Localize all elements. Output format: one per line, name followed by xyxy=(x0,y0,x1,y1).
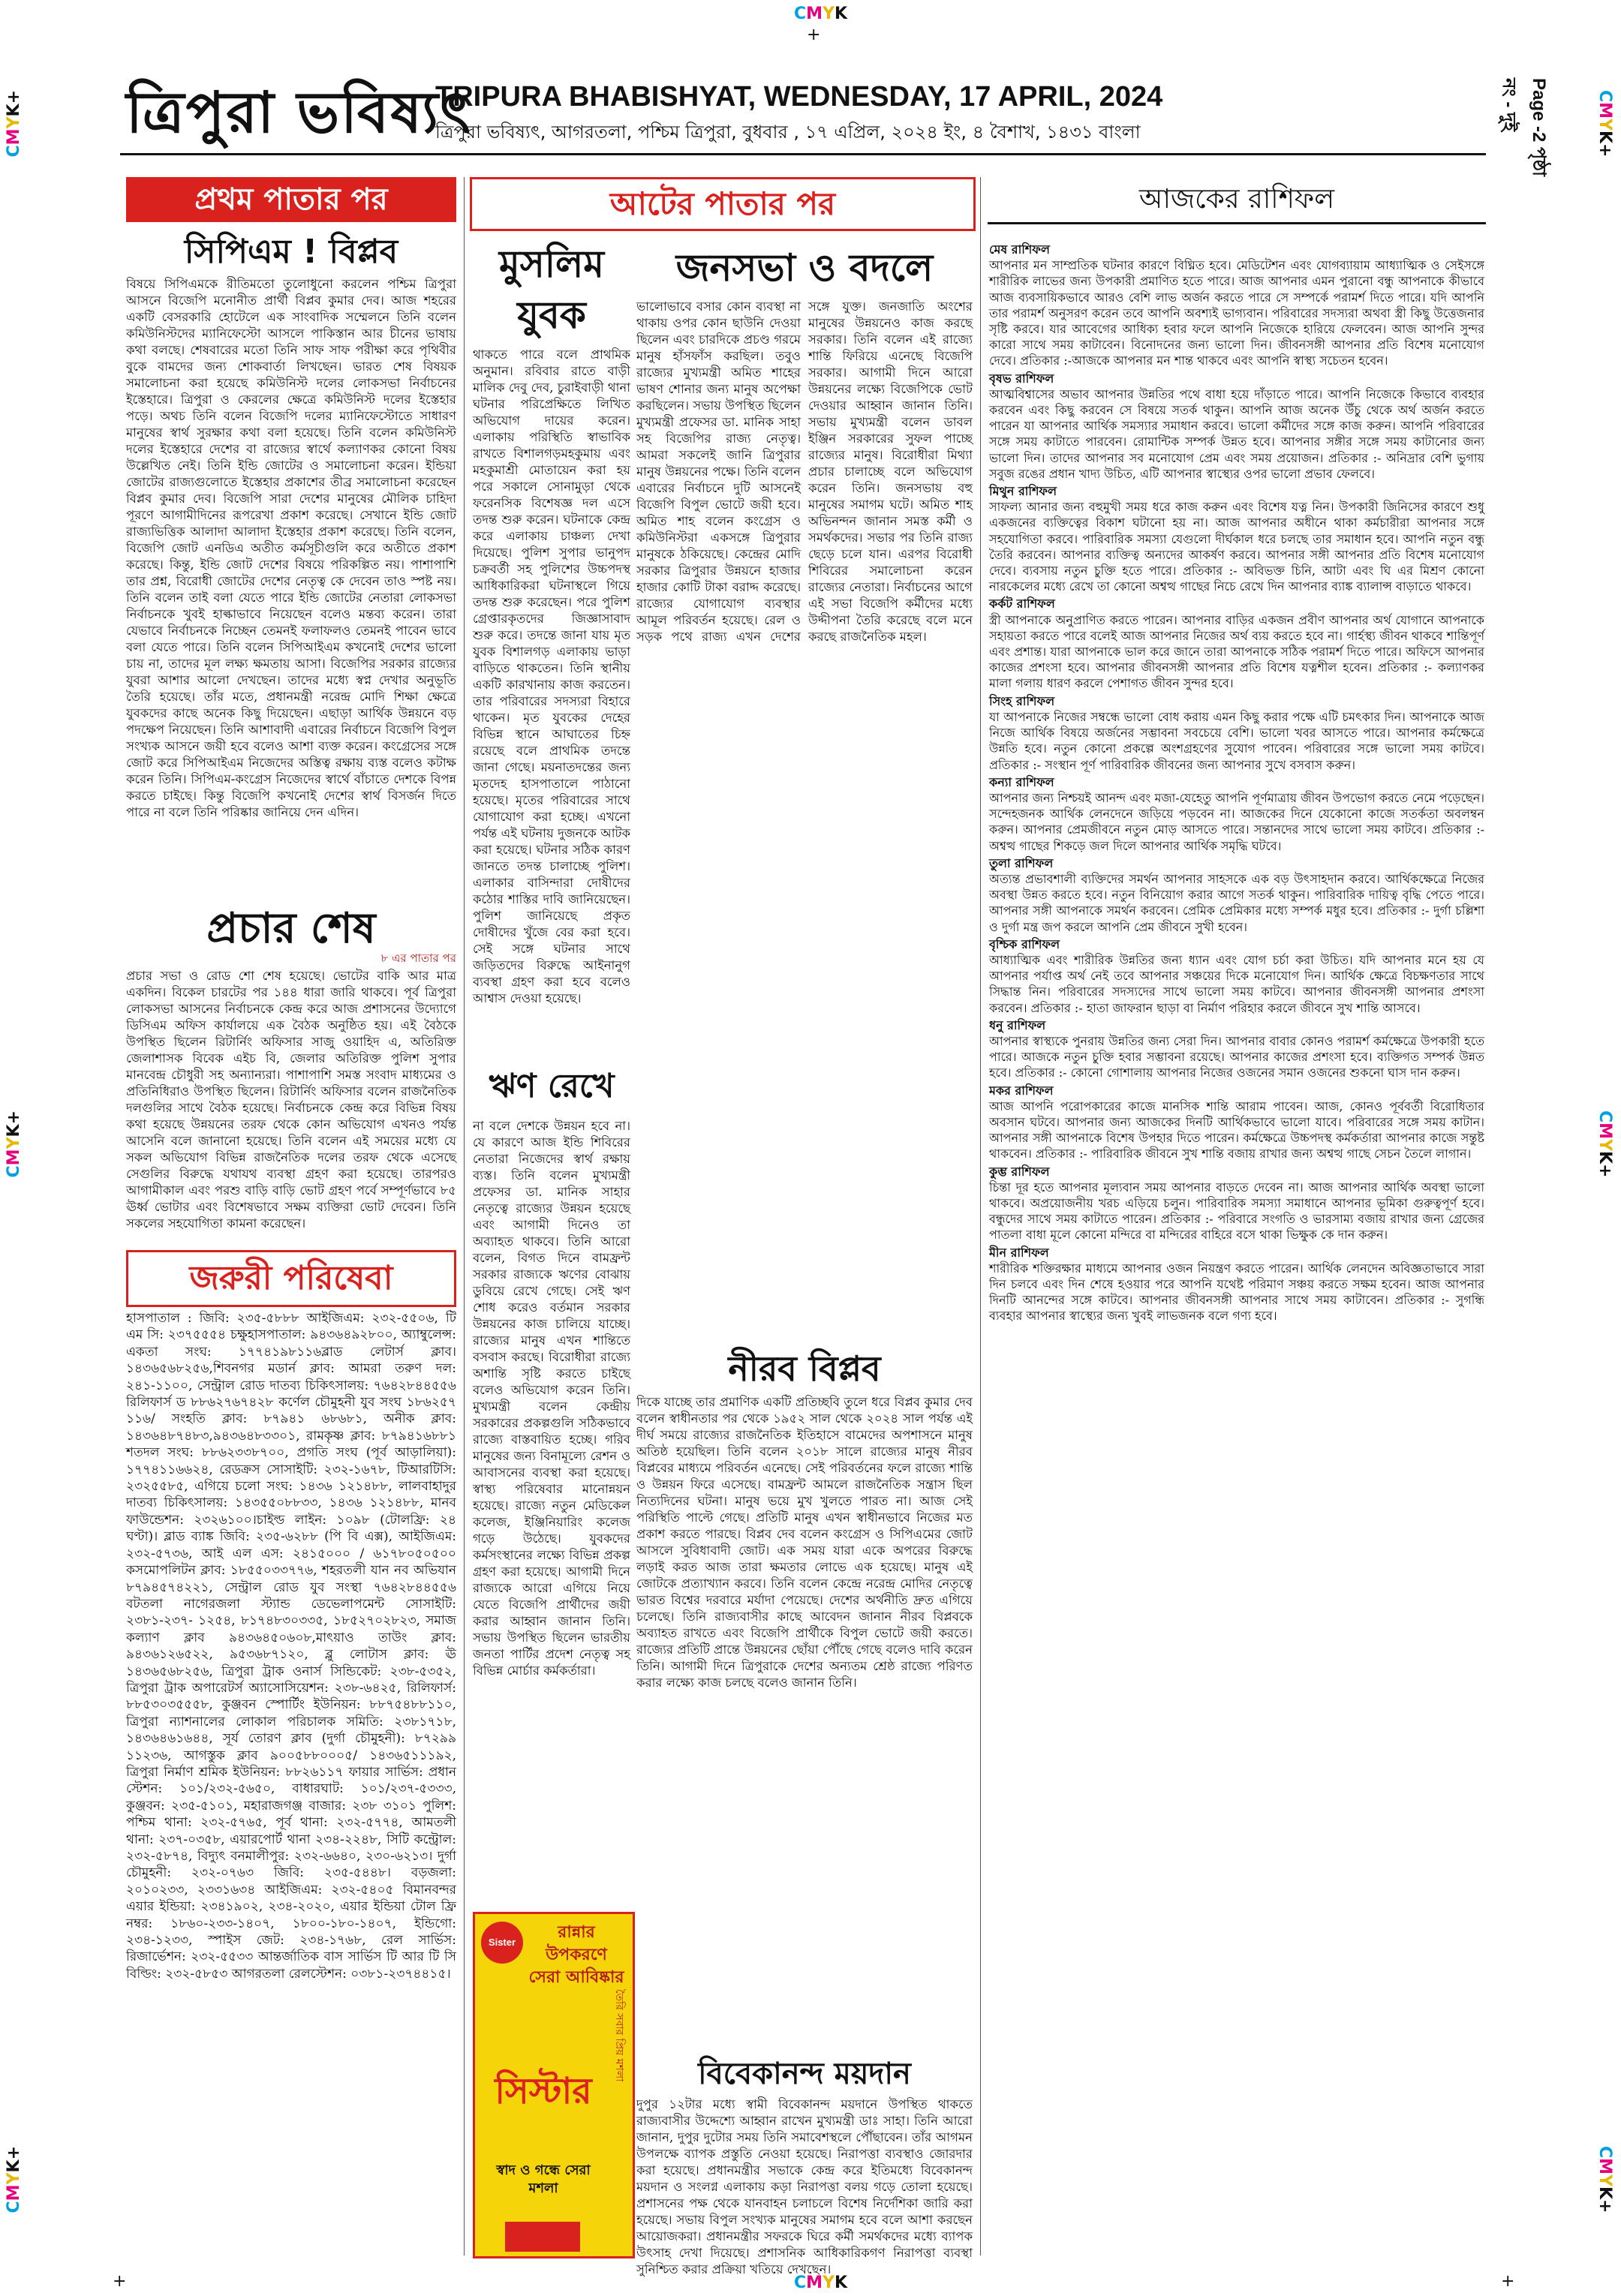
col3-title: আজকের রাশিফল xyxy=(1138,184,1335,215)
col2-vivek-body: দুপুর ১২টার মধ্যে স্বামী বিবেকানন্দ ময়দানে উপস্থিত থাকতে রাজ্যবাসীর উদ্দেশ্যে আহ্বান রাখেন মুখ্যমন্ত্রী ডাঃ সাহা। তিনি আরো জানান, দুপুর দুটোর সময় তিনি সমাবেশস্থলে পৌঁছাবেন। তাঁর আগমন উপলক্ষে ব্যাপক প্রস্তুতি নেওয়া হয়েছে। নিরাপত্তা ব্যবস্থাও জোরদার করা হয়েছে। প্রধানমন্ত্রীর সভাকে কেন্দ্র করে ইতিমধ্যে বিবেকানন্দ ময়দান ও সংলগ্ন এলাকায় কড়া নিরাপত্তা বলয় গড়ে তোলা হয়েছে। প্রশাসনের পক্ষ থেকে যানবাহন চলাচলে বিশেষ নির্দেশিকা জারি করা হয়েছে। সভায় বিপুল সংখ্যক মানুষের সমাগম হবে বলে আশা করছেন আয়োজকরা। প্রধানমন্ত্রীর সফরকে ঘিরে কর্মী সমর্থকদের মধ্যে ব্যাপক উৎসাহ দেখা দিয়েছে। প্রশাসনিক আধিকারিকগণ নিরাপত্তা ব্যবস্থা সুনিশ্চিত করার প্রক্রিয়া খতিয়ে দেখছেন। xyxy=(636,2097,973,2276)
cmyk-bottom-mark: CMYK xyxy=(794,2273,848,2292)
rashi-name: মিথুন রাশিফল xyxy=(989,484,1057,499)
rashi-name: তুলা রাশিফল xyxy=(989,855,1054,870)
masthead-logo: ত্রিপুরা ভবিষ্যৎ xyxy=(126,79,472,146)
col2-rin-body: না বলে দেশকে উন্নয়ন হবে না। যে কারণে আজ ইন্ডি শিবিরের নেতারা নিজেদের স্বার্থ রক্ষায় ব্যস্ত। তিনি বলেন মুখ্যমন্ত্রী প্রফেসর ডা. মানিক সাহার নেতৃত্বে রাজ্যের উন্নয়ন হয়েছে এবং আগামী দিনেও তা অব্যাহত থাকবে। তিনি আরো বলেন, বিগত দিনে বামফ্রন্ট সরকার রাজ্যকে ঋণের বোঝায় ডুবিয়ে রেখে গেছে। সেই ঋণ শোধ করেও বর্তমান সরকার উন্নয়নের কাজ চালিয়ে যাচ্ছে। রাজ্যের মানুষ এখন শান্তিতে বসবাস করছে। বিরোধীরা রাজ্যে অশান্তি সৃষ্টি করতে চাইছে বলেও অভিযোগ করেন তিনি। মুখ্যমন্ত্রী বলেন কেন্দ্রীয় সরকারের প্রকল্পগুলি সঠিকভাবে রাজ্যে বাস্তবায়িত হচ্ছে। গরিব মানুষের জন্য বিনামূল্যে রেশন ও আবাসনের ব্যবস্থা করা হয়েছে। স্বাস্থ্য পরিষেবার মানোন্নয়ন হয়েছে। রাজ্যে নতুন মেডিকেল কলেজ, ইঞ্জিনিয়ারিং কলেজ গড়ে উঠেছে। যুবকদের কর্মসংস্থানের লক্ষ্যে বিভিন্ন প্রকল্প গ্রহণ করা হয়েছে। আগামী দিনে রাজ্যকে আরো এগিয়ে নিয়ে যেতে বিজেপি প্রার্থীদের জয়ী করার আহ্বান জানান তিনি। সভায় উপস্থিত ছিলেন ভারতীয় জনতা পার্টির প্রদেশ নেতৃত্ব সহ বিভিন্ন মোর্চার কর্মকর্তারা। xyxy=(473,1119,630,1678)
rashi-text: আত্মবিশ্বাসের অভাব আপনার উন্নতির পথে বাধা হয়ে দাঁড়াতে পারে। আপনি নিজেকে কিভাবে ব্যবহার করবেন এবং কিছু করবেন সে বিষয়ে সতর্ক থাকুন। আপনি আজ অনেক উঁচু থেকে অর্থ অর্জন করতে পারেন যা আপনার আর্থিক সমস্যার সমাধান করবে। ভালো কর্মীদের সঙ্গে কাজ করুন। আপনি পরিবারের সঙ্গে সময় কাটাতে পারবেন। রোমান্টিক সম্পর্ক উন্নত হবে। আপনার সঙ্গীর সঙ্গে সময় কাটানোর জন্য ভালো দিন। তাদের আপনার সব মনোযোগ প্রেম এবং সময় প্রয়োজন। প্রতিকার :- অনিদ্রার বেশি ভুগায় সবুজ রঙের প্রধান খাদ্য উচিত, এটি আপনার স্বাস্থ্যের ওপর ভালো প্রভাব ফেলবে। xyxy=(989,386,1484,481)
crosshair-top: + xyxy=(807,26,821,44)
rashi-text: সাফল্য আনার জন্য বহুমুখী সময় ধরে কাজ করুন এবং বিশেষ যত্ন নিন। উপকারী জিনিসের কারণে শুধু একজনের ব্যক্তিত্বের বিকাশ ঘটানো হয় না। আজ আপনার অধীনে থাকা কর্মচারীরা আপনার সঙ্গে সহযোগিতা করবে। পারিবারিক সমস্যা যেগুলো দীর্ঘকাল ধরে চলছে তার সমাধান হবে। আপনি নতুন বন্ধু তৈরি করবেন। আপনার ব্যক্তিত্ব অন্যদের আকর্ষণ করবে। আপনার সঙ্গী আপনার প্রতি বিশেষ মনোযোগ দেবে। ব্যবসায় নতুন চুক্তি হতে পারে। প্রতিকার :- অবিভক্ত চিনি, আটা এবং ঘি এর মিশ্রণ কোনো নারকেলের মধ্যে রেখে তা কোনো অশ্বত্থ গাছের নিচে রেখে দিন আপনার ব্যাঙ্ক ব্যালান্স বাড়াতে থাকবে। xyxy=(989,500,1484,594)
cmyk-right-bottom-mark: CMYK+ xyxy=(1595,2146,1614,2213)
rashi-name: কুম্ভ রাশিফল xyxy=(989,1164,1050,1179)
rashi-name: মীন রাশিফল xyxy=(989,1245,1049,1260)
ad-badge: Sister xyxy=(481,1922,523,1964)
rashi-entry xyxy=(989,1083,1484,1162)
ad-side-text: তৈরি সবার প্রিয় মশলা xyxy=(613,1989,625,2082)
rashi-entry xyxy=(989,1017,1484,1081)
col2-vivek-title: বিবেকানন্দ ময়দান xyxy=(698,2057,911,2091)
rashifal-list xyxy=(989,240,1484,2255)
masthead-english-line: TRIPURA BHABISHYAT, WEDNESDAY, 17 APRIL, 2024 xyxy=(435,81,1163,113)
rashi-entry xyxy=(989,774,1484,854)
rashi-text: আজ আপনি পরোপকারের কাজে মানসিক শান্তি আরাম পাবেন। আজ, কোনও পূর্ববর্তী বিরোধিতার অবসান ঘটবে। আপনার জন্য আজকের দিনটি আর্থিকভাবে ভালো যাবে। পরিবারের সঙ্গে সময় কাটান। আপনার সঙ্গী আপনাকে বিশেষ উপহার দিতে পারেন। কর্মক্ষেত্রে উচ্চপদস্থ কর্মকর্তারা আপনার কাজে সন্তুষ্ট থাকবেন। প্রতিকার :- পারিবারিক জীবনে সুখ শান্তি বজায় রাখার জন্য অশ্বত্থ গাছে সেচন তৈলে লাগান। xyxy=(989,1098,1484,1162)
col1-banner: প্রথম পাতার পর xyxy=(126,177,456,222)
crosshair-bottom-right: + xyxy=(1501,2272,1515,2291)
rashi-entry xyxy=(989,242,1484,369)
cmyk-right-mark: CMYK+ xyxy=(1595,90,1614,158)
rashi-entry xyxy=(989,855,1484,935)
rashi-name: বৃশ্চিক রাশিফল xyxy=(989,936,1060,951)
rashi-text: আপনার জন্য নিশ্চয়ই আনন্দ এবং মজা-যেহেতু আপনি পূর্ণমাত্রায় জীবন উপভোগ করতে নেমে পড়েছেন। সন্দেহজনক আর্থিক লেনদেনে জড়িয়ে পড়বেন না। আজকের দিনে যেকোনো কাজে সতর্কতা অবলম্বন করুন। আপনার প্রেমজীবনে নতুন মোড় আসতে পারে। সন্তানদের সাথে ভালো সময় কাটবে। প্রতিকার :- অশ্বত্থ গাছের শিকড়ে জল দিলে আপনার আর্থিক সমৃদ্ধি ঘটবে। xyxy=(989,790,1484,853)
ad-tagline: স্বাদ ও গন্ধে সেরা মশলা xyxy=(496,2162,591,2196)
crosshair-bottom-left: + xyxy=(113,2272,127,2291)
rashi-entry xyxy=(989,483,1484,594)
rashi-name: ধনু রাশিফল xyxy=(989,1017,1046,1032)
rashi-text: স্ত্রী আপনাকে অনুপ্রাণিত করতে পারেন। আপনার বাড়ির একজন প্রবীণ আপনার অর্থ যোগানে আপনাকে সহায়তা করতে পারে বলেই আজ আপনার নিজের অর্থ ব্যয় করতে হবে না। গার্হস্থ্য জীবন থাকবে শান্তিপূর্ণ এবং প্রশান্ত। যারা আপনাকে ভাল করে জানে তারা আপনাকে সঠিক পরামর্শ দিতে পারে। অফিসে আপনার কাজের প্রশংসা হবে। আপনার জীবনসঙ্গী আপনার প্রতি বিশেষ যত্নশীল হবেন। প্রতিকার :- কল্যাণকর মালা গলায় ধারণ করলে পেশাগত জীবন সুন্দর হবে। xyxy=(989,612,1484,691)
rashi-text: আপনার স্বাস্থ্যকে পুনরায় উন্নতির জন্য সেরা দিন। আপনার বাবার কোনও পরামর্শ কর্মক্ষেত্রে উপকারী হতে পারে। আজকে নতুন চুক্তি হবার সম্ভাবনা রয়েছে। আপনার কাজের প্রশংসা হবে। ব্যক্তিগত সম্পর্ক উন্নত হবে। প্রতিকার :- কোনো গোশালায় আপনার নিজের ওজনের সমান ওজনের শুকনো ঘাস দান করুন। xyxy=(989,1033,1484,1080)
col2-muslim-title: মুসলিম যুবক xyxy=(498,242,605,337)
col1-story1-body: বিষয়ে সিপিএমকে রীতিমতো তুলোধুনো করলেন পশ্চিম ত্রিপুরা আসনে বিজেপি মনোনীত প্রার্থী বিপ্লব কুমার দেব। আজ শহরের একটি বেসরকারি হোটেলে এক সাংবাদিক সম্মেলনে তিনি বলেন কমিউনিস্টদের ম্যানিফেস্টো আসলে পাকিস্তান আর চীনের ভাষায় কথা বলছে। শেষবারের মতো তিনি সাফ সাফ পরীক্ষা করে পৃথিবীর বুকে বামদের জন্য শোকবার্তা লিখছেন। ভারত শেষ বিষয়ক সমালোচনা করা হয়েছে কমিউনিস্ট দলের লোকসভা নির্বাচনের ইস্তেহারে। ত্রিপুরা ও কেরলের ক্ষেত্রে কমিউনিস্ট দলের ইস্তেহার পড়ে। অথচ তিনি বলেন বিজেপি দলের ম্যানিফেস্টোতে সাধারণ মানুষের স্বার্থ সুরক্ষার কথা বলা হয়েছে। তিনি বলেন কমিউনিস্ট দলের ইস্তেহারে দেশের বা রাজ্যের স্বার্থে কল্যাণকর কোনো বিষয় উল্লেখিত নেই। তিনি ইন্ডি জোটের ও সমালোচনা করেন। ইন্ডিয়া জোটের রাজ্যগুলোতে ইস্তেহার প্রকাশের তীব্র সমালোচনা করেছেন বিপ্লব কুমার দেব। বিজেপি সারা দেশের মানুষের মৌলিক চাহিদা পূরণে আগামীদিনের রূপরেখা প্রকাশ করেছে। সেখানে ইন্ডি জোট রাজ্যভিত্তিক আলাদা আলাদা ইস্তেহার প্রকাশ করেছে। তিনি বলেন, বিজেপি জোট এনডিএ অতীত কর্মসূচীগুলি করে অতীতে প্রকাশ করেছে। কিন্তু, ইন্ডি জোট দেশের বিষয়ে পরিকল্পিত নয়। পাশাপাশি তার প্রশ্ন, বিরোধী জোটের দেশের নেতৃত্ব কে দেবেন তাও স্পষ্ট নয়। তিনি বলেন তাই বলা যেতে পারে ইন্ডি জোটের নেতারা লোকসভা নির্বাচনকে খুবই হাল্কাভাবে নিয়েছেন বলেও মন্তব্য করেন। তারা যেভাবে নির্বাচনকে নিচ্ছেন তেমনই ফলাফলও তেমনই পাবেন ভাবে বলা যেতে পারে। তিনি বলেন সিপিআইএম কখনোই দেশের ভালো চায় না, তাদের মূল লক্ষ্য ক্ষমতায় আসা। বিজেপির সরকার রাজ্যের যুবরা আশার আলো দেখছেন। তাদের মধ্যে স্বপ্ন দেখার অনুভূতি তৈরি হয়েছে। তাঁর মতে, প্রধানমন্ত্রী নরেন্দ্র মোদি শিক্ষা ক্ষেত্রে যুবকদের কাছে অনেক কিছু দিয়েছেন। এছাড়া আর্থিক উন্নয়নে বড় পদক্ষেপ নিয়েছেন। তিনি আশাবাদী এবারের নির্বাচনে বিজেপি বিপুল সংখ্যক আসনে জয়ী হবে বলেও আশা ব্যক্ত করেন। কংগ্রেসের সঙ্গে জোট করে সিপিআইএম নিজেদের অস্তিত্ব রক্ষায় ব্যস্ত বলেও কটাক্ষ করেন তিনি। সিপিএম-কংগ্রেস নিজেদের স্বার্থে বাঁচাতে দেশকে বিপন্ন করতে চাইছে। কিন্তু বিজেপি কখনোই দেশের স্বার্থ বিসর্জন দিতে পারে না বলে তিনি পরিষ্কার জানিয়ে দেন এদিন। xyxy=(126,277,456,819)
rashi-name: সিংহ রাশিফল xyxy=(989,693,1055,708)
column-divider-1 xyxy=(464,177,465,2255)
col2-rin-title: ঋণ রেখে xyxy=(489,1067,615,1105)
masthead-divider xyxy=(120,153,1486,155)
column-divider-2 xyxy=(980,177,981,2255)
sister-masala-ad[interactable] xyxy=(473,1912,635,2258)
rashi-name: মেষ রাশিফল xyxy=(989,242,1050,257)
masthead-bengali-line: ত্রিপুরা ভবিষ্যৎ, আগরতলা, পশ্চিম ত্রিপুরা, বুধবার , ১৭ এপ্রিল, ২০২৪ ইং, ৪ বৈশাখ, ১৪৩১ বাংলা xyxy=(435,122,1141,143)
cmyk-left-mid-mark: CMYK+ xyxy=(5,1110,23,1178)
ad-product-box xyxy=(505,2222,580,2252)
rashi-entry xyxy=(989,1245,1484,1324)
col3-title-box xyxy=(988,177,1486,224)
col1-story2-title: প্রচার শেষ xyxy=(206,904,376,953)
col1-services-body: হাসপাতাল : জিবি: ২৩৫-৫৮৮৮ আইজিএম: ২৩২-৫৫০৬, টি এম সি: ২৩৭৫৫৫৪ চক্ষুহাসপাতাল: ৯৪৩৬৪৯২৮০০, অ্যাম্বুলেন্স: একতা সংঘ: ১৭৭৪১৯৮১১৬ব্লাড লেটার্স ক্লাব। ১৪৩৬৫৬৮২৫৬,শিবনগর মডার্ন ক্লাব: আমরা তরুণ দল: ২৪১-১১০০, সেন্ট্রাল রোড দাতব্য চিকিৎসালয়: ৭৬৪২৮৪৪৫৫৬ রিলিফার্স ড ৮৮৬২৭৬৭৪২৮ কর্ণেল চৌমুহনী যুব সংঘ ১৮৬২৫৭ ১১৬/ সংহতি ক্লাব: ৮৭৯৪১ ৬৮৬৮১, অনীক ক্লাব: ১৪৩৬৪৮৭৪৮৩,৯৪৩৬৪৮৩৩০১, রামকৃষ্ণ ক্লাব: ৮৭৯৪১৬৮৮১ শতদল সংঘ: ৮৮৬২৩৩৮৭০০, প্রগতি সংঘ (পূর্ব আড়ালিয়া): ১৭৭৪১১৬৬২৪, রেডক্রস সোসাইটি: ২৩২-১৬৭৮, টিআরটিসি: ২৩২৫৫৮৫, এগিয়ে চলো সংঘ: ১৪৩৬ ১২১৪৮৮, লালবাহাদুর দাতব্য চিকিৎসালয়: ১৪৩৫৫০৮৮৩৩, ১৪৩৬ ১২১৪৮৮, মানব ফাউন্ডেশন: ২৩২৬১০০।চাইল্ড লাইন: ১০৯৮ (টোলফ্রি: ২৪ ঘণ্টা)। ব্লাড ব্যাঙ্ক জিবি: ২৩৫-৬২৮৮ (পি বি এক্স), আইজিএম: ২৩২-৫৭৩৬, আই এল এস: ২৪১৫০০০ / ৬১৭৮০৫০৫০০ কসমোপলিটন ক্লাব: ১৮৫৫০৩৩৭৭৬, শহরতলী যান নব অভিযান ৮৭৯৪৫৭৪২২১, সেন্ট্রাল রোড যুব সংস্থা ৭৬৪২৮৪৪৫৫৬ বটতলা নাগেরজলা স্ট্যান্ড ডেভেলাপমেন্ট সোসাইটি: ২৩৮১-২৩৭- ১২৫৪, ৮১৭৪৮৩০৩৩৫, ১৮৫২৭০২৮২৩, সমাজ কল্যাণ ক্লাব ৯৪৩৬৪৫০৬০৮,মাৎয়াও তাউং ক্লাব: ৯৪৩৬১২৬৫২২, ৯৫৩৬৮৭১২০, ব্লু লোটাস ক্লাব: ঊ ১৪৩৬৫৬৮২৫৬, ত্রিপুরা ট্রাক ওনার্স সিন্ডিকেট: ২৩৮-৫৩৫২, ত্রিপুরা ট্রাক অপারেটর্স অ্যাসোসিয়েশন: ২৩৮-৬৪২৫, রিলিফার্স: ৮৮৫৩০৩৫৫৫৮, কুঞ্জবন স্পোর্টিং ইউনিয়ন: ৮৮৭৫৪৮৮১১০, ত্রিপুরা ন্যাশনালের লোকাল পরিচালক সমিতি: ২৩৮১৭১৮, ১৪৩৬৪৬১৬৪৪, সূর্য তোরণ ক্লাব (দুর্গা চৌমুহনী): ৮৭২৯৯ ১১২৩৬, আগস্তুক ক্লাব ৯০০৫৮৮০০০৫/ ১৪৩৬৫১১১৯২, ত্রিপুরা নির্মাণ শ্রমিক ইউনিয়ন: ৮৮২৬১১৭ ফায়ার সার্ভিস: প্রধান স্টেশন: ১০১/২৩২-৫৬৫০, বাধারঘাট: ১০১/২৩৭-৫৩৩৩, কুঞ্জবন: ২৩৫-৫১০১, মহারাজগঞ্জ বাজার: ২৩৮ ৩১০১ পুলিশ: পশ্চিম থানা: ২৩২-৫৭৬৫, পূর্ব থানা: ২৩২-৫৭৭৪, আমতলী থানা: ২৩৭-০৩৫৮, এয়ারপোর্ট থানা ২৩৪-২২৪৮, সিটি কন্ট্রোল: ২৩২-৫৮৭৪, বিদ্যুৎ বনমালীপুর: ২৩২-৬৬৪০, ২৩০-৬২১৩। দুর্গা চৌমুহনী: ২৩২-০৭৬৩ জিবি: ২৩৫-৫৪৪৮। বড়জলা: ২০১০২৩৩, ২৩৩১৬৩৪ আইজিএম: ২৩২-৫৪০৫ বিমানবন্দর এয়ার ইন্ডিয়া: ২৩৪১৯০২, ২৩৪-২০২০, এয়ার ইন্ডিয়া টোল ফ্রি নম্বর: ১৮৬০-২৩৩-১৪০৭, ১৮০০-১৮০-১৪০৭, ইন্ডিগো: ২৩৪-১২৩৩, স্পাইস জেট: ২৩৪-১৭৬৮, রেল সার্ভিস: রিজার্ভেশন: ২৩২-৫৫৩৩ আন্তর্জাতিক বাস সার্ভিস টি আর টি সি বিল্ডিং: ২৩২-৫৮৫৩ আগরতলা রেলস্টেশন: ০৩৮১-২৩৭৪৪১৫। xyxy=(126,1311,456,1982)
col2-nirab-body: দিকে যাচ্ছে তার প্রমাণিক একটি প্রতিচ্ছবি তুলে ধরে বিপ্লব কুমার দেব বলেন স্বাধীনতার পর থেকে ১৯৫২ সাল থেকে ২০২৪ সাল পর্যন্ত এই দীর্ঘ সময়ে রাজ্যের রাজনৈতিক ইতিহাসে বামেদের অপশাসনে মানুষ অতিষ্ঠ হয়েছিল। তিনি বলেন ২০১৮ সালে রাজ্যের মানুষ নীরব বিপ্লবের মাধ্যমে পরিবর্তন এনেছে। সেই পরিবর্তনের ফলে রাজ্যে শান্তি ও উন্নয়ন ফিরে এসেছে। বামফ্রন্ট আমলে রাজনৈতিক সন্ত্রাস ছিল নিত্যদিনের ঘটনা। মানুষ ভয়ে মুখ খুলতে পারত না। আজ সেই পরিস্থিতি পাল্টে গেছে। প্রতিটি মানুষ এখন স্বাধীনভাবে নিজের মত প্রকাশ করতে পারছে। বিপ্লব দেব বলেন কংগ্রেস ও সিপিএমের জোট আসলে সুবিধাবাদী জোট। এক সময় যারা একে অপরের বিরুদ্ধে লড়াই করত আজ তারা ক্ষমতার লোভে এক হয়েছে। মানুষ এই জোটকে প্রত্যাখ্যান করবে। তিনি বলেন কেন্দ্রে নরেন্দ্র মোদির নেতৃত্বে ভারত বিশ্বের দরবারে মর্যাদা পেয়েছে। দেশের অর্থনীতি দ্রুত এগিয়ে চলেছে। তিনি রাজ্যবাসীর কাছে আবেদন জানান নীরব বিপ্লবকে অব্যাহত রাখতে এবং বিজেপি প্রার্থীকে বিপুল ভোটে জয়ী করতে। রাজ্যের প্রতিটি প্রান্তে উন্নয়নের ছোঁয়া পৌঁছে গেছে বলেও দাবি করেন তিনি। আগামী দিনে ত্রিপুরাকে দেশের অন্যতম শ্রেষ্ঠ রাজ্যে পরিণত করার লক্ষ্যে কাজ চলছে বলেও জানান তিনি। xyxy=(636,1395,973,1690)
ad-top-text: রান্নার উপকরণে সেরা আবিষ্কার xyxy=(528,1923,624,1987)
rashi-entry xyxy=(989,693,1484,773)
col1-services-title: জরুরী পরিষেবা xyxy=(126,1250,456,1307)
rashi-entry xyxy=(989,936,1484,1016)
cmyk-left-mark: CMYK+ xyxy=(5,90,23,158)
col1-story1-title: সিপিএম ! বিপ্লব xyxy=(184,233,398,271)
rashi-text: শারীরিক শক্তিরক্ষার মাধ্যমে আপনার ওজন নিয়ন্ত্রণ করতে পারেন। আর্থিক লেনদেন অবিজ্ঞতাভাবে সারা দিন চলবে এবং দিন শেষে হওয়ার পরে আপনি যথেষ্ট পরিমাণ সঞ্চয় করতে সক্ষম হবেন। আজ আপনার দিনটি আনন্দের সঙ্গে কাটবে। আপনার জীবনসঙ্গী আপনার সাথে সময় কাটাবেন। প্রতিকার :- সুগন্ধি ব্যবহার আপনার স্বাস্থ্যের জন্য খুবই লাভজনক বলে গণ্য হবে। xyxy=(989,1261,1484,1324)
col2-muslim-body: থাকতে পারে বলে প্রাথমিক অনুমান। রবিবার রাতে বাড়ী মালিক দেবু দেব, চুরাইবাড়ী থানা ঘটনার পরিপ্রেক্ষিতে লিখিত অভিযোগ দায়ের করেন।এলাকায় পরিস্থিতি স্বাভাবিক রাখতে বিশালগড়মহকুমায় এবং মহকুমাশ্রী মোতায়েন করা হয় পরে সকালে সোনামুড়া থেকে ফরেনসিক বিশেষজ্ঞ দল এসে তদন্ত শুরু করেন। ঘটনাকে কেন্দ্র করে এলাকায় চাঞ্চল্য দেখা দিয়েছে। পুলিশ সুপার ভানুপদ চক্রবর্তী সহ পুলিশের উচ্চপদস্থ আধিকারিকরা ঘটনাস্থলে গিয়ে তদন্ত শুরু করেছেন। পরে পুলিশ গ্রেপ্তারকৃতদের জিজ্ঞাসাবাদ শুরু করে। তদন্তে জানা যায় মৃত যুবক বিশালগড় এলাকায় ভাড়া বাড়িতে থাকতেন। তিনি স্থানীয় একটি কারখানায় কাজ করতেন। তার পরিবারের সদস্যরা বিহারে থাকেন। মৃত যুবকের দেহের বিভিন্ন স্থানে আঘাতের চিহ্ন রয়েছে বলে প্রাথমিক তদন্তে জানা গেছে। ময়নাতদন্তের জন্য মৃতদেহ হাসপাতালে পাঠানো হয়েছে। মৃতের পরিবারের সাথে যোগাযোগ করা হচ্ছে। এখনো পর্যন্ত এই ঘটনায় দুজনকে আটক করা হয়েছে। ঘটনার সঠিক কারণ জানতে তদন্ত চালাচ্ছে পুলিশ। এলাকার বাসিন্দারা দোষীদের কঠোর শাস্তির দাবি জানিয়েছেন। পুলিশ জানিয়েছে প্রকৃত দোষীদের খুঁজে বের করা হবে। সেই সঙ্গে ঘটনার সাথে জড়িতদের বিরুদ্ধে আইনানুগ ব্যবস্থা গ্রহণ করা হবে বলেও আশ্বাস দেওয়া হয়েছে। xyxy=(473,347,630,1005)
col2-nirab-title: নীরব বিপ্লব xyxy=(728,1348,881,1389)
rashi-name: বৃষভ রাশিফল xyxy=(989,371,1054,386)
rashi-entry xyxy=(989,371,1484,482)
cmyk-left-bottom-mark: CMYK+ xyxy=(5,2146,23,2213)
cmyk-top-mark: CMYK xyxy=(794,5,848,23)
col2-jana-body: ভালোভাবে বসার কোন ব্যবস্থা না থাকায় ওপর কোন ছাউনি দেওয়া ছিলেন এবং চারদিকে প্রচণ্ড গরমে মানুষ হাঁসফাঁস করছিল। তবুও রাজ্যের মুখ্যমন্ত্রী অমিত শাহের ভাষণ শোনার জন্য মানুষ অপেক্ষা করছিলেন। সভায় উপস্থিত ছিলেন মুখ্যমন্ত্রী প্রফেসর ডা. মানিক সাহা সহ বিজেপির রাজ্য নেতৃত্ব। আমরা সকলেই জানি ত্রিপুরার মানুষ উন্নয়নের পক্ষে। তিনি বলেন এবারের নির্বাচনে দুটি আসনেই বিজেপি বিপুল ভোটে জয়ী হবে। অমিত শাহ বলেন কংগ্রেস ও কমিউনিস্টরা একসঙ্গে ত্রিপুরার মানুষকে ঠকিয়েছে। কেন্দ্রের মোদি সরকার ত্রিপুরার উন্নয়নে হাজার হাজার কোটি টাকা বরাদ্দ করেছে। রাজ্যের যোগাযোগ ব্যবস্থার আমূল পরিবর্তন হয়েছে। রেল ও সড়ক পথে রাজ্য এখন দেশের সঙ্গে যুক্ত। জনজাতি অংশের মানুষের উন্নয়নেও কাজ করছে সরকার। তিনি বলেন এই রাজ্যে শান্তি ফিরিয়ে এনেছে বিজেপি সরকার। আগামী দিনে আরো উন্নয়নের লক্ষ্যে বিজেপিকে ভোট দেওয়ার আহ্বান জানান তিনি। সভায় মুখ্যমন্ত্রী বলেন ডাবল ইঞ্জিন সরকারের সুফল পাচ্ছে রাজ্যের মানুষ। বিরোধীরা মিথ্যা প্রচার চালাচ্ছে বলে অভিযোগ করেন তিনি। জনসভায় বহু মানুষের সমাগম ঘটে। অমিত শাহ অভিনন্দন জানান সমস্ত কর্মী ও সমর্থকদের। সভার পর তিনি রাজ্য ছেড়ে চলে যান। এরপর বিরোধী শিবিরের সমালোচনা করেন রাজ্যের নেতারা। নির্বাচনের আগে এই সভা বিজেপি কর্মীদের মধ্যে উদ্দীপনা তৈরি করেছে বলে মনে করছে রাজনৈতিক মহল। xyxy=(636,299,973,644)
rashi-entry xyxy=(989,596,1484,691)
rashi-text: আপনার মন সাম্প্রতিক ঘটনার কারণে বিঘ্নিত হবে। মেডিটেশন এবং যোগব্যায়াম আধ্যাত্মিক ও সেইসঙ্গে শারীরিক লাভের জন্য উপকারী প্রমাণিত হতে পারে। আজ আপনার এমন পুরানো বন্ধু আপনাকে কীভাবে আজ ব্যবসায়িকভাবে আরও বেশি লাভ অর্জন করতে পারে সে সম্পর্কে পরামর্শ দিতে পারে। যদি আপনি তার পরামর্শ অনুসরণ করেন তবে আপনি অবশ্যই ভাগ্যবান। পরিবারের সদস্যরা অথবা স্ত্রী কিছু উত্তেজনার সৃষ্টি করবে। যার আবেগের আধিক্য হবার ফলে আপনি নিজেকে হারিয়ে ফেলবেন। আজ আপনি সুন্দর কারো সাথে সময় কাটাবেন। বিনোদনের জন্য ভালো দিন। জীবনসঙ্গী আপনার প্রতি বিশেষ মনোযোগ দেবে। প্রতিকার :-আজকে আপনার মন শান্ত থাকবে এবং আপনি স্বাস্থ্য সচেতন হবেন। xyxy=(989,258,1484,368)
rashi-text: যা আপনাকে নিজের সম্বন্ধে ভালো বোধ করায় এমন কিছু করার পক্ষে এটি চমৎকার দিন। আপনাকে আজ নিজে আর্থিক বিষয়ে অর্জনের সম্ভাবনা সবচেয়ে বেশি। ভালো খবর আসতে পারে। আপনার কর্মক্ষেত্রে উন্নতি হবে। নতুন কোনো প্রকল্পে অংশগ্রহণের সুযোগ পাবেন। পরিবারের সঙ্গে ভালো সময় কাটবে। প্রতিকার :- সংস্থান পূর্ণ পারিবারিক জীবনের জন্য আপনার সুখে বসবাস করুন। xyxy=(989,709,1484,772)
rashi-text: অত্যন্ত প্রভাবশালী ব্যক্তিদের সমর্থন আপনার সাহসকে এক বড় উৎসাহদান করবে। আর্থিকক্ষেত্রে নিজের অবস্থা উন্নত করতে হবে। নতুন বিনিয়োগ করার আগে সতর্ক থাকুন। পারিবারিক দায়িত্ব বৃদ্ধি পেতে পারে। আপনার সঙ্গী আপনাকে সমর্থন করবেন। প্রেমিক প্রেমিকার মধ্যে সম্পর্ক মধুর হবে। প্রতিকার :- দুর্গা চল্লিশা ও দুর্গা মন্ত্র জপ করলে আপনি প্রেম জীবনে সুখী হবেন। xyxy=(989,871,1484,934)
cmyk-right-mid-mark: CMYK+ xyxy=(1595,1110,1614,1178)
col1-story2-body: প্রচার সভা ও রোড শো শেষ হয়েছে। ভোটের বাকি আর মাত্র একদিন। বিকেল চারটের পর ১৪৪ ধারা জারি থাকবে। পূর্ব ত্রিপুরা লোকসভা আসনের নির্বাচনকে কেন্দ্র করে আজ প্রশাসনের উদ্যোগে ডিসিএম অফিস কার্যালয়ে এক বৈঠক অনুষ্ঠিত হয়। এই বৈঠকে উপস্থিত ছিলেন রিটার্নিং অফিসার সাজু ওয়াহিদ এ, অতিরিক্ত জেলাশাসক বিবেক এইচ বি, জেলার অতিরিক্ত পুলিশ সুপার মানবেন্দ্র চৌধুরী সহ অন্যান্যরা। পাশাপাশি সমস্ত সংবাদ মাধ্যমের ও প্রতিনিধিরাও উপস্থিত ছিলেন। রিটার্নিং অফিসার বলেন রাজনৈতিক দলগুলির সাথে বৈঠক হয়েছে। নির্বাচনকে কেন্দ্র করে বিভিন্ন বিষয় কথা হয়েছে উন্নয়নের তরফ থেকে কোন অভিযোগ এখনও পর্যন্ত আসেনি বলে জানানো হয়েছে। তিনি বলেন এই সময়ের মধ্যে যে সকল অভিযোগ বিভিন্ন রাজনৈতিক দলের তরফ থেকে এসেছে সেগুলির বিরুদ্ধে যথাযথ ব্যবস্থা গ্রহণ করা হয়েছে। তারপরও আগামীকাল এবং পরশু বাড়ি বাড়ি ভোট গ্রহণ পর্বে সম্পূর্ণভাবে ৮৫ ঊর্ধ্ব ভোটার এবং বিশেষভাবে সক্ষম ব্যক্তিরা ভোট দেবেন। তিনি সকলের সহযোগিতা কামনা করেছেন। xyxy=(126,969,456,1231)
rashi-entry xyxy=(989,1164,1484,1243)
rashi-name: কন্যা রাশিফল xyxy=(989,774,1054,789)
col1-story2-continued: ৮ এর পাতার পর xyxy=(380,951,456,965)
rashi-name: মকর রাশিফল xyxy=(989,1083,1054,1098)
col2-jana-title: জনসভা ও বদলে xyxy=(675,246,934,290)
rashi-text: আধ্যাত্মিক এবং শারীরিক উন্নতির জন্য ধ্যান এবং যোগ চর্চা করা উচিত। যদি আপনার মনে হয় যে আপনার পর্যাপ্ত অর্থ নেই তবে আপনার সঞ্চয়ের দিকে মনোযোগ দিন। আর্থিক ক্ষেত্রে বিচক্ষণতার সাথে সিদ্ধান্ত নিন। পরিবারের সদস্যদের সাথে ভালো সময় কাটবে। আপনার জীবনসঙ্গী আপনার প্রশংসা করবেন। প্রতিকার :- হাতা জাফরান ছাড়া বা নির্মাণ পরিহার করলে জীবনে সুখ শান্তি আসবে। xyxy=(989,952,1484,1015)
ad-brand-name: সিস্টার xyxy=(495,2070,592,2112)
page-number-label: Page -2 পৃষ্ঠা নং - দুই xyxy=(1499,78,1549,176)
col2-banner: আটের পাতার পর xyxy=(470,177,976,231)
rashi-text: চিন্তা দূর হতে আপনার মূল্যবান সময় আপনার বাড়তে দেবেন না। আজ আপনার আর্থিক অবস্থা ভালো থাকবে। অপ্রয়োজনীয় খরচ এড়িয়ে চলুন। পারিবারিক সমস্যা সমাধানে আপনার ভূমিকা গুরুত্বপূর্ণ হবে। বন্ধুদের সাথে সময় কাটাতে পারেন। প্রতিকার :- পরিবারে সংগতি ও ভারসাম্য বজায় রাখার জন্য গ্রেজের পাতলা বাধা মূলে কোনো মন্দিরে বা মন্দিরের বাহিরে বসে থাকা ভিক্ষুক কে দান করুন। xyxy=(989,1180,1484,1243)
rashi-name: কর্কট রাশিফল xyxy=(989,597,1055,612)
